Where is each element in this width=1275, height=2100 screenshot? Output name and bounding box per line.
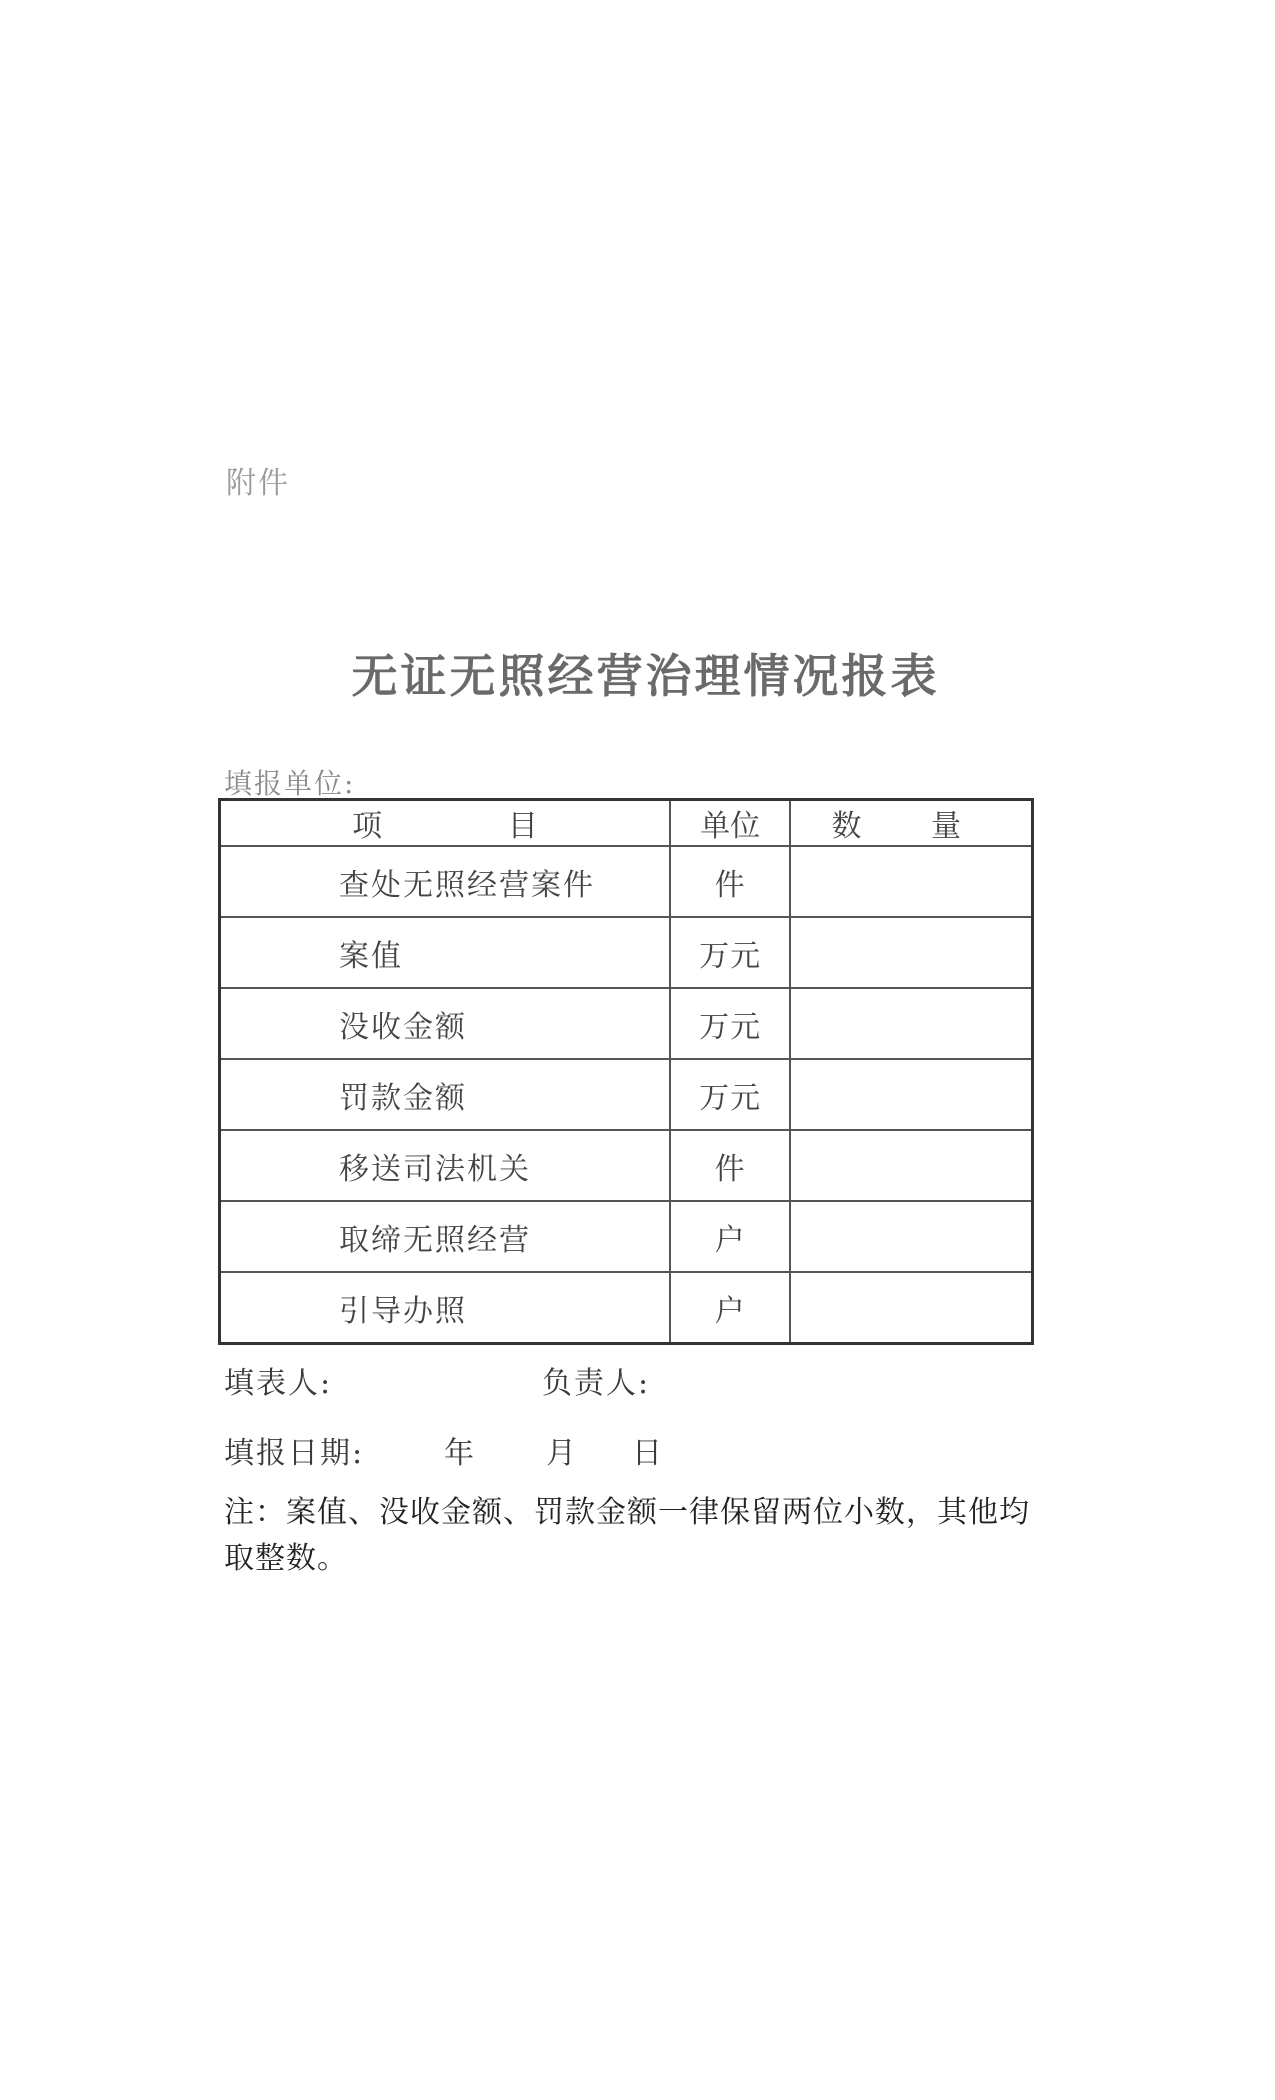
date-month: 月 (546, 1436, 578, 1471)
table-row (220, 988, 1033, 1059)
row-quantity[interactable] (790, 846, 1032, 917)
report-table (218, 798, 1034, 1345)
table-row (220, 1272, 1033, 1344)
table-row (220, 917, 1033, 988)
table-row (220, 1201, 1033, 1272)
row-item: 没收金额 (220, 988, 670, 1059)
row-item: 引导办照 (220, 1272, 670, 1344)
row-quantity[interactable] (790, 917, 1032, 988)
row-item: 查处无照经营案件 (220, 846, 670, 917)
row-unit: 件 (670, 846, 791, 917)
preparer-label: 填表人: (224, 1366, 333, 1401)
row-item: 移送司法机关 (220, 1130, 670, 1201)
table-header-row (220, 800, 1033, 847)
attachment-label: 附件 (226, 466, 290, 501)
header-item: 项 目 (220, 800, 670, 847)
date-label: 填报日期: (224, 1436, 365, 1471)
row-quantity[interactable] (790, 1272, 1032, 1344)
row-item: 罚款金额 (220, 1059, 670, 1130)
footnote: 注：案值、没收金额、罚款金额一律保留两位小数，其他均取整数。 (224, 1495, 1030, 1576)
filing-unit-label: 填报单位: (224, 767, 356, 800)
date-day: 日 (632, 1436, 664, 1471)
row-unit: 万元 (670, 1059, 791, 1130)
table-row (220, 1130, 1033, 1201)
header-quantity: 数 量 (790, 800, 1032, 847)
header-unit: 单位 (670, 800, 791, 847)
row-item: 取缔无照经营 (220, 1201, 670, 1272)
table-row (220, 846, 1033, 917)
row-quantity[interactable] (790, 1201, 1032, 1272)
row-unit: 万元 (670, 917, 791, 988)
row-unit: 户 (670, 1272, 791, 1344)
row-item: 案值 (220, 917, 670, 988)
row-unit: 户 (670, 1201, 791, 1272)
table-row (220, 1059, 1033, 1130)
responsible-label: 负责人: (542, 1366, 651, 1401)
row-quantity[interactable] (790, 988, 1032, 1059)
date-year: 年 (444, 1436, 476, 1471)
row-unit: 件 (670, 1130, 791, 1201)
row-unit: 万元 (670, 988, 791, 1059)
row-quantity[interactable] (790, 1059, 1032, 1130)
report-title: 无证无照经营治理情况报表 (351, 649, 940, 703)
row-quantity[interactable] (790, 1130, 1032, 1201)
